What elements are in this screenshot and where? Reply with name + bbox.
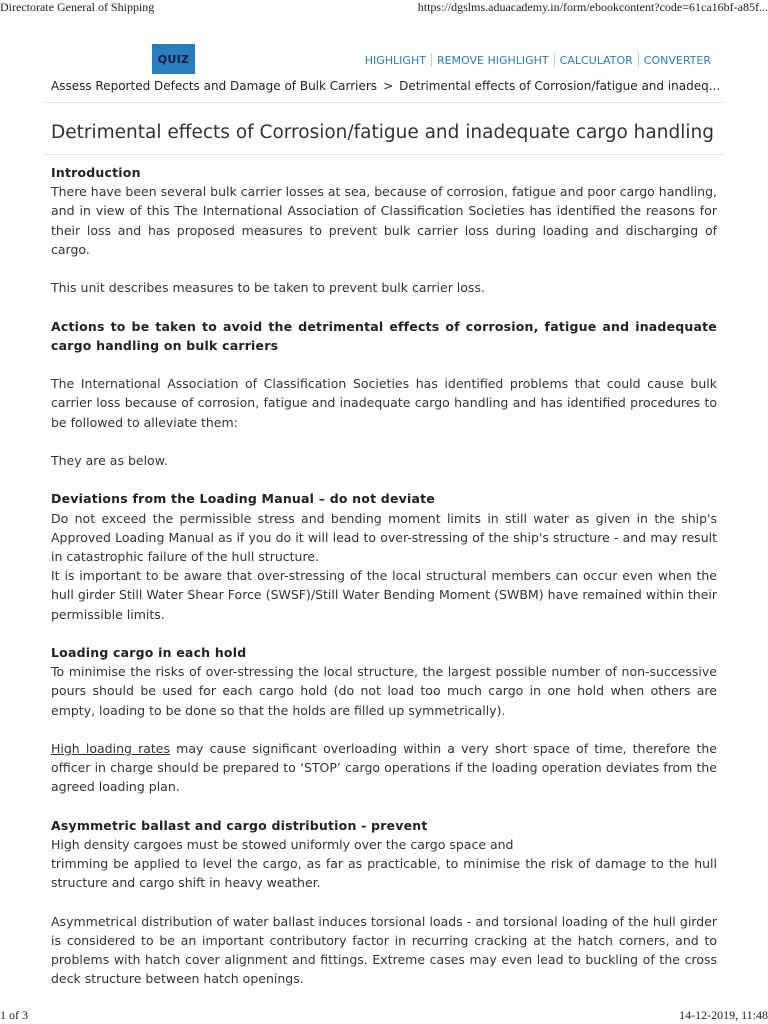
page-title: Detrimental effects of Corrosion/fatigue and inadequate cargo handling	[51, 122, 714, 143]
print-footer	[0, 1008, 768, 1024]
paragraph: There have been several bulk carrier losses at sea, because of corrosion, fatigue and poor cargo handling, and in view of this The International Association of Classification Societies has identified the reasons for their loss and has proposed measures to prevent bulk carrier loss during loading and discharging of cargo.	[51, 184, 717, 257]
breadcrumb-parent-link[interactable]: Assess Reported Defects and Damage of Bulk Carriers	[51, 79, 378, 93]
section-heading-loading: Loading cargo in each hold	[51, 644, 247, 660]
paragraph: The International Association of Classification Societies has identified problems that could cause bulk carrier loss because of corrosion, fatigue and inadequate cargo handling and has identified procedures to be followed to alleviate them:	[51, 376, 717, 430]
paragraph: trimming be applied to level the cargo, as far as practicable, to minimise the risk of damage to the hull structure and cargo shift in heavy weather.	[51, 856, 717, 891]
paragraph-text: may cause significant overloading within a very short space of time, therefore the officer in charge should be prepared to ‘STOP’ cargo operations if the loading operation deviates from the agreed loading plan.	[51, 740, 717, 795]
print-header-url: https://dgslms.aduacademy.in/form/ebookcontent?code=61ca16bf-a85f...	[417, 0, 768, 14]
paragraph: It is important to be aware that over-stressing of the local structural members can occur even when the hull girder Still Water Shear Force (SWSF)/Still Water Bending Moment (SWBM) have remained within their permissible limits.	[51, 568, 717, 622]
paragraph	[51, 739, 717, 797]
divider	[44, 154, 724, 155]
paragraph: This unit describes measures to be taken to prevent bulk carrier loss.	[51, 280, 485, 296]
article-content	[51, 163, 717, 989]
toolbar	[360, 52, 716, 68]
section-heading-actions: Actions to be taken to avoid the detrimental effects of corrosion, fatigue and inadequate cargo handling on bulk carriers	[51, 318, 717, 353]
print-header-site-name: Directorate General of Shipping	[0, 0, 155, 14]
print-timestamp: 14-12-2019, 11:48	[679, 1008, 768, 1022]
section-heading-deviations: Deviations from the Loading Manual – do not deviate	[51, 491, 435, 507]
section-heading-introduction: Introduction	[51, 165, 141, 180]
divider	[44, 102, 724, 103]
quiz-button[interactable]: QUIZ	[152, 44, 195, 74]
converter-button[interactable]: CONVERTER	[643, 53, 711, 67]
calculator-button[interactable]: CALCULATOR	[559, 53, 633, 67]
breadcrumb	[51, 79, 720, 93]
high-loading-rates-link[interactable]: High loading rates	[51, 740, 171, 756]
breadcrumb-separator: >	[383, 79, 394, 93]
remove-highlight-button[interactable]: REMOVE HIGHLIGHT	[436, 53, 549, 67]
paragraph: High density cargoes must be stowed uniformly over the cargo space and	[51, 836, 514, 852]
paragraph: To minimise the risks of over-stressing the local structure, the largest possible number of non-successive pours should be used for each cargo hold (do not load too much cargo in one hold when others are empty, loading to be done so that the holds are filled up symmetrically).	[51, 664, 717, 718]
page-counter: 1 of 3	[0, 1008, 28, 1022]
breadcrumb-current: Detrimental effects of Corrosion/fatigue and inadeq...	[399, 79, 721, 93]
print-header	[0, 0, 768, 16]
section-heading-asymmetric: Asymmetric ballast and cargo distribution - prevent	[51, 817, 428, 833]
paragraph: Asymmetrical distribution of water ballast induces torsional loads - and torsional loading of the hull girder is considered to be an important contributory factor in recurring cracking at the hatch corners, and to problems with hatch cover alignment and fittings. Extreme cases may even lead to buckling of the cross deck structure between hatch openings.	[51, 913, 717, 987]
highlight-button[interactable]: HIGHLIGHT	[364, 53, 426, 67]
paragraph: Do not exceed the permissible stress and bending moment limits in still water as given in the ship's Approved Loading Manual as if you do it will lead to over-stressing of the ship's structure - and may result in catastrophic failure of the hull structure.	[51, 510, 717, 564]
paragraph: They are as below.	[51, 452, 168, 468]
